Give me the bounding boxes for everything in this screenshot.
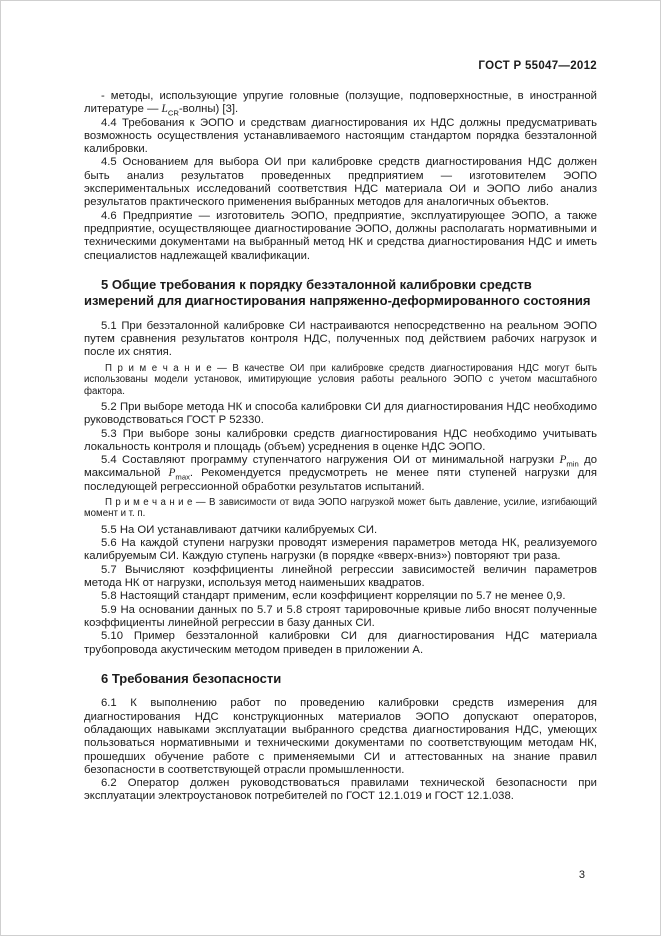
paragraph: 5.9 На основании данных по 5.7 и 5.8 строят тарировочные кривые либо вносят полученные коэффициенты линейной регрессии в базу данных СИ. (84, 603, 597, 629)
note-paragraph: П р и м е ч а н и е — В качестве ОИ при калибровке средств диагностирования НДС могут быть использованы модели установок, имитирующие условия работы реального ЭОПО с учетом масштабного фактора. (84, 362, 597, 397)
paragraph: 6.2 Оператор должен руководствоваться правилами технической безопасности при эксплуатации электроустановок потребителей по ГОСТ 12.1.019 и ГОСТ 12.1.038. (84, 777, 597, 803)
paragraph: 5.8 Настоящий стандарт применим, если коэффициент корреляции по 5.7 не менее 0,9. (101, 590, 566, 603)
paragraph: 5.4 Составляют программу ступенчатого нагружения ОИ от минимальной нагрузки $P_{min}$ до максимальной $P_{max}$. Рекомендуется предусмотреть не менее пяти ступеней нагрузки для последующей регрессионной обработки результатов испытаний. (84, 454, 597, 493)
paragraph: - методы, использующие упругие головные (ползущие, подповерхностные, в иностранной литературе — $L_{CR}-волны$) [3]. (84, 90, 597, 118)
section-heading: 6 Требования безопасности (101, 670, 282, 686)
paragraph: 5.3 При выборе зоны калибровки средств диагностирования НДС необходимо учитывать локальность контроля и площадь (объем) усреднения в оценке НДС ЭОПО. (84, 427, 597, 453)
paragraph: 4.6 Предприятие — изготовитель ЭОПО, предприятие, эксплуатирующее ЭОПО, а также предприятие, осуществляющее диагностирование ЭОПО, должны располагать нормативными и техническими документами на выбранный метод НК и средства диагностирования НДС и иметь специалистов надлежащей квалификации. (84, 209, 597, 262)
paragraph: 5.1 При безэталонной калибровке СИ настраиваются непосредственно на реальном ЭОПО путем сравнения результатов контроля НДС, полученных под действием рабочих нагрузок и после их снятия. (84, 319, 597, 359)
paragraph: 4.5 Основанием для выбора ОИ при калибровке средств диагностирования НДС должен быть анализ результатов проведенных предприятием — изготовителем ЭОПО экспериментальных исследований соответствия НДС материала ОИ и ЭОПО либо анализ результатов практического применения выбранных методов для аналогичных объектов. (84, 156, 597, 209)
paragraph: 5.2 При выборе метода НК и способа калибровки СИ для диагностирования НДС необходимо руководствоваться ГОСТ Р 52330. (84, 400, 597, 427)
paragraph: 5.7 Вычисляют коэффициенты линейной регрессии зависимостей величин параметров метода НК от нагрузки, используя метод наименьших квадратов. (84, 563, 597, 590)
paragraph: 6.1 К выполнению работ по проведению калибровки средств измерения для диагностирования НДС конструкционных материалов ЭОПО допускают операторов, обладающих навыками эксплуатации выбранного средства диагностирования НДС, умеющих пользоваться нормативными и техническими документами по соответствующим методам НК, прошедших обучение работе с применяемыми СИ и аттестованных на знание правил безопасности в соответствующей отрасли промышленности. (84, 697, 597, 776)
paragraph: 5.5 На ОИ устанавливают датчики калибруемых СИ. (101, 523, 378, 536)
page-number: 3 (578, 869, 585, 881)
note-paragraph: П р и м е ч а н и е — В зависимости от вида ЭОПО нагрузкой может быть давление, усилие, изгибающий момент и т. п. (84, 497, 597, 520)
section-heading: 5 Общие требования к порядку безэталонной калибровки средств измерений для диагностирования напряженно-деформированного состояния (84, 276, 591, 309)
paragraph: 5.10 Пример безэталонной калибровки СИ для диагностирования НДС материала трубопровода акустическим методом приведен в приложении А. (84, 630, 597, 656)
paragraph: 4.4 Требования к ЭОПО и средствам диагностирования их НДС должны предусматривать возможность осуществления устанавливаемого настоящим стандартом порядка безэталонной калибровки. (84, 116, 597, 156)
document-body (84, 90, 597, 804)
paragraph: 5.6 На каждой ступени нагрузки проводят измерения параметров метода НК, реализуемого калибруемым СИ. Каждую ступень нагрузки (в порядке «вверх-вниз») повторяют три раза. (84, 537, 597, 563)
doc-number: ГОСТ Р 55047—2012 (478, 60, 597, 72)
